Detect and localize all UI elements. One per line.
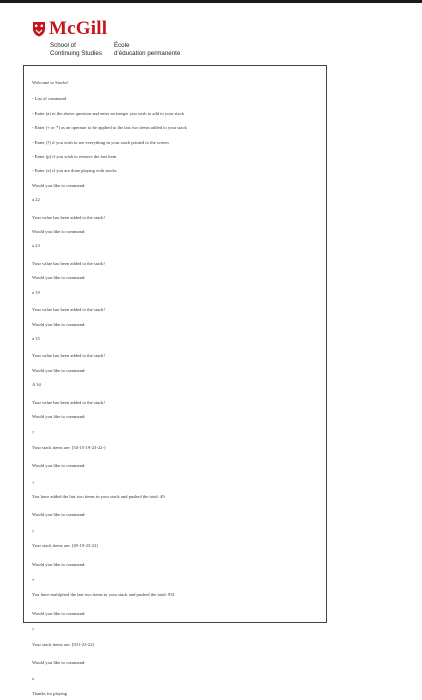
console-line: You have added the last two items in your stack and pushed the total: 49 <box>32 493 165 499</box>
console-line: + <box>32 479 35 485</box>
console-line: ? <box>32 627 35 633</box>
console-line: Would you like to command: <box>32 275 86 281</box>
school-name-fr <box>114 42 180 57</box>
school-line-1: School of <box>50 42 76 49</box>
console-line: Would you like to command: <box>32 610 86 616</box>
console-line: A 34 <box>32 382 41 388</box>
console-line: ? <box>32 430 35 436</box>
console-line: Would you like to command: <box>32 229 86 235</box>
console-line: - List of command <box>32 96 67 102</box>
console-line: a 23 <box>32 243 40 249</box>
console-line: Thanks for playing <box>32 690 67 696</box>
console-output <box>23 65 327 696</box>
console-line: a 15 <box>32 335 40 341</box>
console-line: ? <box>32 528 35 534</box>
console-line: Would you like to command: <box>32 321 86 327</box>
console-line: Would you like to command: <box>32 413 86 419</box>
console-line: Your stack items are: [931-23-22] <box>32 641 95 647</box>
console-line: Your stack items are: [49-19-23-22] <box>32 543 98 549</box>
console-line: Your value has been added to the stack! <box>32 307 105 313</box>
console-line: Would you like to command: <box>32 512 86 518</box>
console-line: Would you like to command: <box>32 367 86 373</box>
console-line: a 22 <box>32 197 40 203</box>
console-line: Your value has been added to the stack! <box>32 214 105 220</box>
console-line: x <box>32 676 35 682</box>
ecole-line-2: d’éducation permanente <box>113 49 181 57</box>
console-line: - Enter (a) to the above question and enter an integer you wish to add to your stack <box>32 110 184 116</box>
school-line-2: Continuing Studies <box>50 49 102 57</box>
school-name-en <box>50 42 102 57</box>
console-line: Your stack items are: [34-15-19-23-22-] <box>32 444 106 450</box>
logo <box>32 18 392 40</box>
console-line: Would you like to command: <box>32 561 86 567</box>
console-line: Your value has been added to the stack! <box>32 353 105 359</box>
mcgill-header <box>32 18 392 62</box>
console-line: Your value has been added to the stack! <box>32 260 105 266</box>
console-line: Would you like to command: <box>32 182 86 188</box>
console-line: Would you like to command: <box>32 463 86 469</box>
ecole-line-1: École <box>113 42 130 49</box>
wordmark: McGill <box>49 18 108 39</box>
console-line: Your value has been added to the stack! <box>32 399 105 405</box>
console-line: - Enter (+ or *) as an operator to be applied to the last two items added to your stack <box>32 125 187 131</box>
top-border <box>0 0 422 3</box>
console-line: - Enter (x) if you are done playing with stacks <box>32 168 117 174</box>
console-line: - Enter (?) if you wish to see everything in your stack printed to the screen <box>32 139 169 145</box>
console-line: * <box>32 578 35 583</box>
console-line: - Enter (p) if you wish to remove the last item <box>32 154 117 160</box>
console-line: You have multiplied the last two items in your stack and pushed the total: 931 <box>32 592 175 598</box>
console-line: Would you like to command: <box>32 660 86 666</box>
console-line: Welcome to Stacks! <box>32 80 69 85</box>
console-line: a 19 <box>32 289 40 295</box>
mcgill-crest-icon <box>32 21 46 37</box>
school-subtitle <box>50 42 392 57</box>
